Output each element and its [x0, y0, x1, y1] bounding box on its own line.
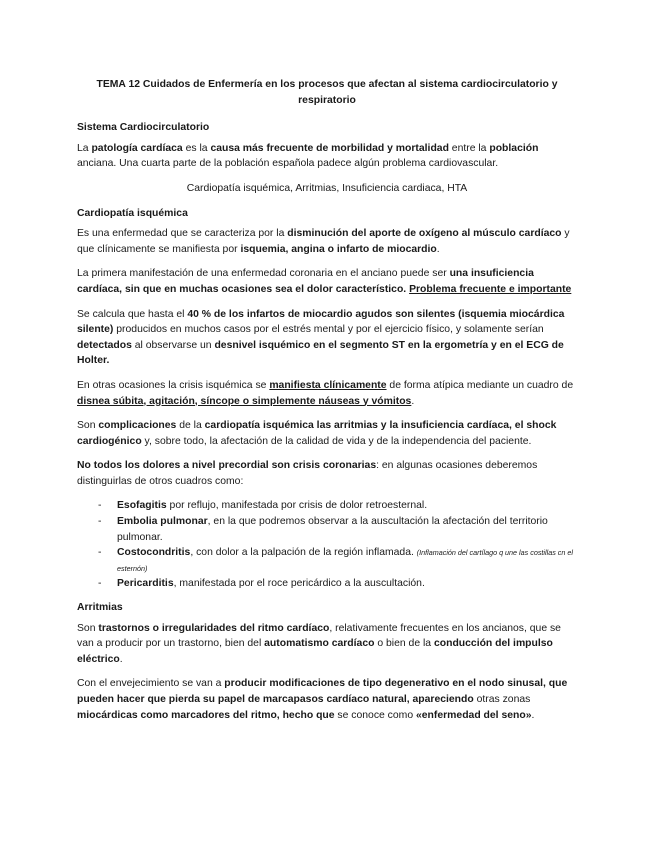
- text-run: «enfermedad del seno»: [415, 709, 532, 721]
- text-run: conducción del impulso eléctrico: [77, 638, 553, 665]
- text-run: Costocondritis: [117, 547, 191, 559]
- list-item: [77, 514, 577, 545]
- text-run: Con el envejecimiento se van a: [77, 678, 225, 690]
- dash-bullet: -: [98, 516, 102, 528]
- text-run: y, sobre todo, la afectación de la calidad de vida y de la independencia del paciente.: [141, 435, 532, 447]
- text-run: , relativamente frecuentes en los ancianos, que se van a producir por un trastorno, bien del: [77, 622, 561, 650]
- diseases-list-line: Cardiopatía isquémica, Arritmias, Insuficiencia cardiaca, HTA: [186, 182, 468, 194]
- paragraph: [77, 226, 577, 257]
- text-run: , en la que podremos observar a la auscultación la afectación del territorio pulmonar.: [117, 516, 548, 543]
- text-run: y que clínicamente se manifiesta por: [77, 228, 570, 255]
- paragraph: [77, 266, 577, 297]
- text-run: La primera manifestación de una enfermedad coronaria en el anciano puede ser: [77, 268, 450, 280]
- text-run: Problema frecuente e importante: [409, 283, 572, 295]
- text-run: cardiopatía isquémica las arritmias y la insuficiencia cardíaca, el shock cardiogénico: [77, 420, 557, 447]
- text-run: otras zonas: [473, 694, 531, 705]
- text-run: población: [489, 142, 539, 154]
- paragraph: [77, 378, 577, 409]
- text-run: disnea súbita, agitación, síncope o simplemente náuseas y vómitos: [77, 395, 412, 407]
- text-run: , con dolor a la palpación de la región inflamada.: [190, 547, 417, 559]
- text-run: es la: [182, 142, 211, 154]
- text-run: de forma atípica mediante un cuadro de: [386, 379, 574, 391]
- text-run: se conoce como: [334, 709, 416, 721]
- text-run: automatismo cardíaco: [264, 638, 375, 650]
- list-item-text: [117, 500, 427, 511]
- dash-bullet: -: [98, 500, 102, 512]
- text-run: Se calcula que hasta el: [77, 308, 188, 320]
- paragraph: [77, 458, 577, 489]
- text-run: por reflujo, manifestada por crisis de dolor retroesternal.: [166, 500, 428, 512]
- text-run: entre la: [448, 142, 490, 154]
- text-run: .: [411, 395, 415, 407]
- differential-list: [77, 498, 577, 592]
- list-item-text: [117, 578, 425, 589]
- section-heading-arritmias: Arritmias: [77, 602, 123, 614]
- dash-bullet: -: [98, 578, 102, 590]
- text-run: : en algunas ocasiones deberemos distinguirlas de otros cuadros como:: [77, 460, 538, 487]
- list-item-text: [117, 516, 548, 543]
- list-item: [77, 498, 577, 514]
- text-run: de la: [176, 420, 205, 432]
- text-run: isquemia, angina o infarto de miocardio: [240, 243, 437, 255]
- text-run: (Inflamación del cartílago q une las costillas cn el esternón): [117, 548, 573, 573]
- document-title: TEMA 12 Cuidados de Enfermería en los procesos que afectan al sistema cardiocirculatorio y respiratorio: [96, 79, 558, 106]
- text-run: desnivel isquémico en el segmento ST en la ergometría y en el ECG de Holter.: [77, 339, 564, 367]
- text-run: En otras ocasiones la crisis isquémica se: [77, 379, 270, 391]
- text-run: Embolia pulmonar: [117, 516, 208, 528]
- list-item-text: [117, 547, 573, 574]
- text-run: Son: [77, 420, 99, 432]
- paragraph: [77, 141, 577, 172]
- text-run: detectados: [77, 339, 132, 351]
- text-run: 40 % de los infartos de miocardio agudos son silentes (isquemia miocárdica silente): [77, 308, 565, 336]
- paragraph: [77, 307, 577, 369]
- text-run: o bien de la: [374, 638, 434, 650]
- text-run: , manifestada por el roce pericárdico a la auscultación.: [173, 578, 425, 590]
- text-run: Son: [77, 622, 99, 634]
- section-heading-cardiopatia-isquemica: Cardiopatía isquémica: [77, 207, 188, 219]
- text-run: .: [436, 243, 440, 255]
- text-run: Es una enfermedad que se caracteriza por la: [77, 228, 288, 240]
- text-run: producidos en muchos casos por el estrés mental y por el ejercicio físico, y solamente serían: [113, 324, 544, 336]
- section-heading-sistema-cardiocirculatorio: Sistema Cardiocirculatorio: [77, 122, 210, 134]
- text-run: causa más frecuente de morbilidad y mortalidad: [210, 142, 449, 154]
- text-run: No todos los dolores a nivel precordial son crisis coronarias: [77, 460, 377, 472]
- list-item: [77, 545, 577, 576]
- dash-bullet: -: [98, 547, 102, 559]
- text-run: patología cardíaca: [91, 142, 183, 154]
- text-run: .: [119, 653, 123, 665]
- text-run: manifiesta clínicamente: [269, 379, 387, 391]
- text-run: al observarse un: [131, 339, 215, 351]
- text-run: complicaciones: [98, 420, 177, 432]
- text-run: miocárdicas como marcadores del ritmo, hecho que: [77, 709, 335, 721]
- text-run: una insuficiencia cardíaca, sin que en muchas ocasiones sea el dolor característico.: [77, 268, 534, 295]
- paragraph: [77, 621, 577, 668]
- text-run: trastornos o irregularidades del ritmo cardíaco: [98, 622, 330, 634]
- text-run: disminución del aporte de oxígeno al músculo cardíaco: [287, 228, 562, 240]
- text-run: Pericarditis: [117, 578, 174, 590]
- paragraph: [77, 676, 577, 723]
- list-item: [77, 576, 577, 592]
- text-run: .: [531, 709, 535, 721]
- text-run: La: [77, 142, 92, 154]
- text-run: anciana. Una cuarta parte de la población española padece algún problema cardiovascular.: [77, 158, 499, 170]
- text-run: Esofagitis: [117, 500, 167, 512]
- paragraph: [77, 418, 577, 449]
- text-run: producir modificaciones de tipo degenerativo en el nodo sinusal, que pueden hacer que pierda su papel de marcapasos cardíaco natural, apareciendo: [77, 678, 568, 705]
